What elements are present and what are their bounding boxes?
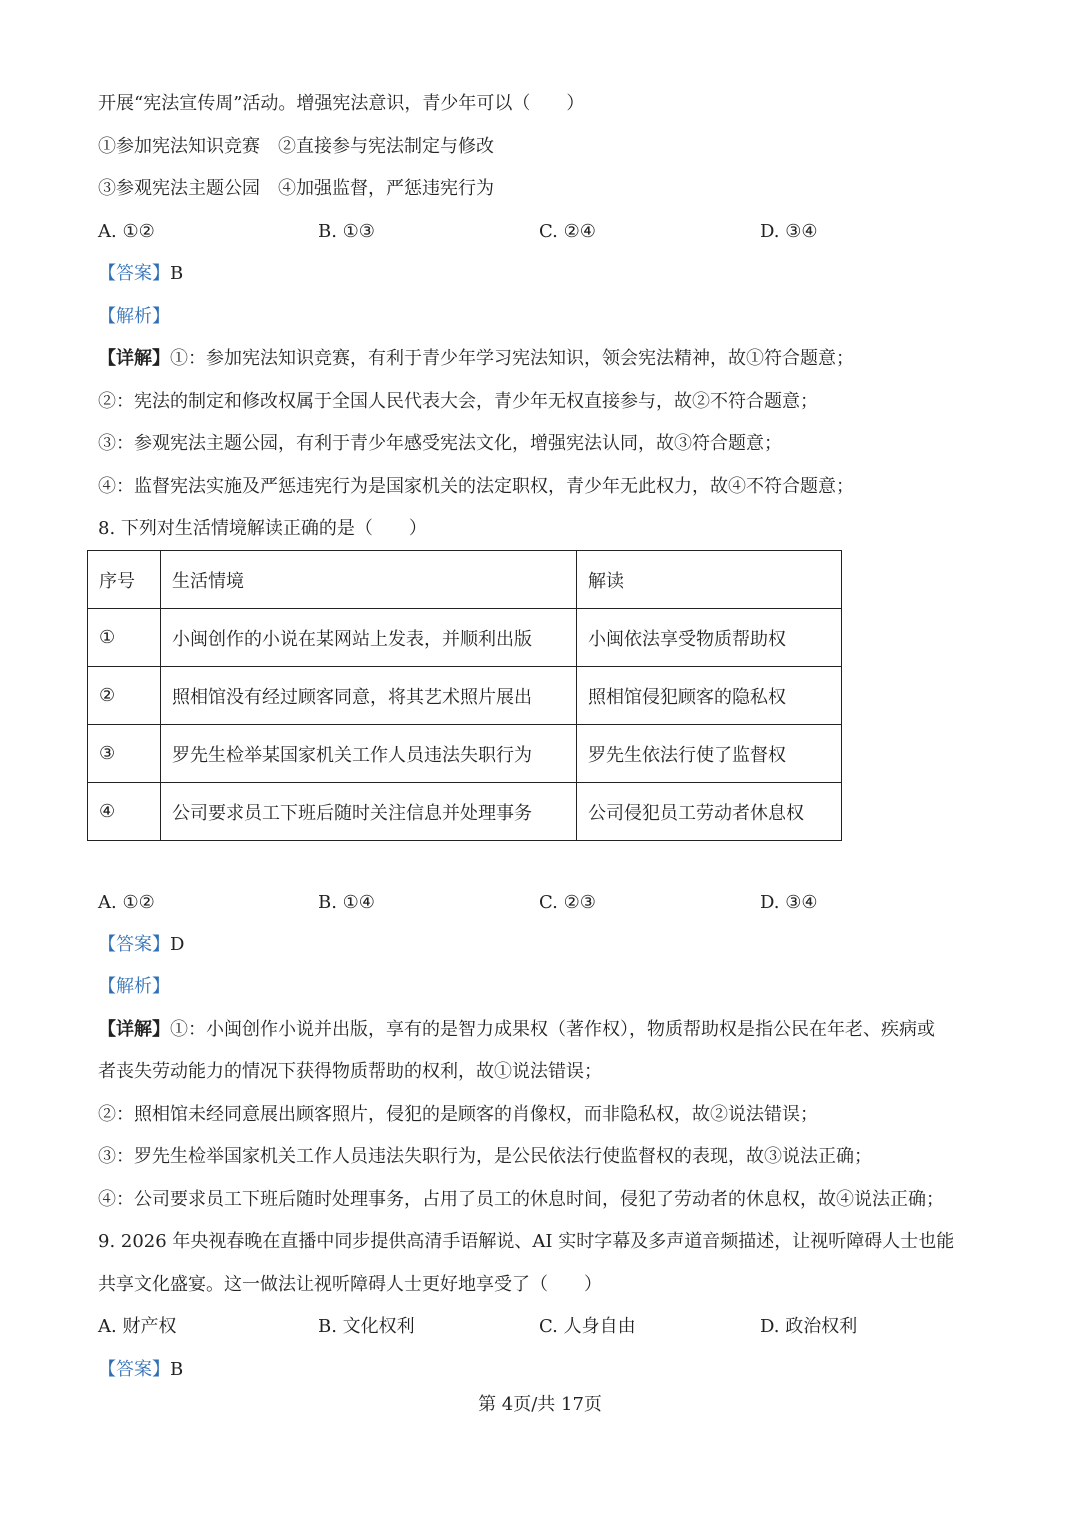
- row-number: ③: [88, 725, 161, 783]
- answer-value: B: [170, 1359, 184, 1380]
- q8-option-d: D. ③④: [760, 892, 818, 913]
- answer-tag: 【答案】: [98, 1359, 170, 1380]
- answer-value: B: [170, 263, 184, 284]
- q8-detail-line2: ②：照相馆未经同意展出顾客照片，侵犯的是顾客的肖像权，而非隐私权，故②说法错误；: [98, 1104, 818, 1125]
- q7-option-a: A. ①②: [98, 221, 155, 242]
- row-situation: 照相馆没有经过顾客同意，将其艺术照片展出: [161, 667, 577, 725]
- q9-stem-line1: 9. 2026 年央视春晚在直播中同步提供高清手语解说、AI 实时字幕及多声道音频描述，让视听障碍人士也能: [98, 1231, 955, 1252]
- row-interpretation: 公司侵犯员工劳动者休息权: [577, 783, 842, 841]
- table-row: [88, 783, 842, 841]
- q8-answer: [98, 932, 184, 958]
- row-interpretation: 罗先生依法行使了监督权: [577, 725, 842, 783]
- q8-detail-line4: ④：公司要求员工下班后随时处理事务，占用了员工的休息时间，侵犯了劳动者的休息权，故④说法正确；: [98, 1189, 944, 1210]
- q7-detail-line3: ③：参观宪法主题公园，有利于青少年感受宪法文化，增强宪法认同，故③符合题意；: [98, 433, 782, 454]
- row-situation: 公司要求员工下班后随时关注信息并处理事务: [161, 783, 577, 841]
- row-interpretation: 照相馆侵犯顾客的隐私权: [577, 667, 842, 725]
- q7-items-line1: ①参加宪法知识竞赛 ②直接参与宪法制定与修改: [98, 136, 494, 157]
- q7-option-d: D. ③④: [760, 221, 818, 242]
- life-situation-table: [87, 550, 842, 841]
- q7-analysis-tag: 【解析】: [98, 306, 170, 327]
- q8-detail-line1: 【详解】①：小闽创作小说并出版，享有的是智力成果权（著作权），物质帮助权是指公民在年老、疾病或: [98, 1019, 935, 1040]
- answer-tag: 【答案】: [98, 263, 170, 284]
- row-number: ②: [88, 667, 161, 725]
- q8-option-b: B. ①④: [318, 892, 375, 913]
- q7-answer: [98, 261, 183, 287]
- detail-tag: 【详解】: [98, 1019, 170, 1040]
- q7-detail-line1: 【详解】①：参加宪法知识竞赛，有利于青少年学习宪法知识，领会宪法精神，故①符合题意；: [98, 348, 854, 369]
- q7-option-c: C. ②④: [539, 221, 596, 242]
- table-row: [88, 725, 842, 783]
- table-row: [88, 609, 842, 667]
- table-header-row: [88, 551, 842, 609]
- row-number: ④: [88, 783, 161, 841]
- row-interpretation: 小闽依法享受物质帮助权: [577, 609, 842, 667]
- q9-stem-line2: 共享文化盛宴。这一做法让视听障碍人士更好地享受了（ ）: [98, 1274, 602, 1295]
- row-number: ①: [88, 609, 161, 667]
- q9-option-c: C. 人身自由: [539, 1316, 636, 1337]
- page-footer: 第 4页/共 17页: [478, 1394, 602, 1415]
- q7-option-b: B. ①③: [318, 221, 375, 242]
- q7-items-line2: ③参观宪法主题公园 ④加强监督，严惩违宪行为: [98, 178, 494, 199]
- answer-tag: 【答案】: [98, 934, 170, 955]
- detail-tag: 【详解】: [98, 348, 170, 369]
- q9-option-b: B. 文化权利: [318, 1316, 415, 1337]
- header-cell-interpretation: 解读: [577, 551, 842, 609]
- row-situation: 小闽创作的小说在某网站上发表，并顺利出版: [161, 609, 577, 667]
- table-row: [88, 667, 842, 725]
- q9-option-d: D. 政治权利: [760, 1316, 858, 1337]
- q8-option-a: A. ①②: [98, 892, 155, 913]
- q7-detail-line4: ④：监督宪法实施及严惩违宪行为是国家机关的法定职权，青少年无此权力，故④不符合题意；: [98, 476, 854, 497]
- q7-detail-line2: ②：宪法的制定和修改权属于全国人民代表大会，青少年无权直接参与，故②不符合题意；: [98, 391, 818, 412]
- q8-option-c: C. ②③: [539, 892, 596, 913]
- q9-answer: [98, 1357, 183, 1383]
- q8-detail-line3: ③：罗先生检举国家机关工作人员违法失职行为，是公民依法行使监督权的表现，故③说法正确；: [98, 1146, 872, 1167]
- header-cell-situation: 生活情境: [161, 551, 577, 609]
- header-cell-number: 序号: [88, 551, 161, 609]
- q8-detail-line1b: 者丧失劳动能力的情况下获得物质帮助的权利，故①说法错误；: [98, 1061, 602, 1082]
- q7-stem: 开展“宪法宣传周”活动。增强宪法意识，青少年可以（ ）: [98, 93, 585, 114]
- q8-analysis-tag: 【解析】: [98, 976, 170, 997]
- q9-option-a: A. 财产权: [98, 1316, 177, 1337]
- q8-stem: 8. 下列对生活情境解读正确的是（ ）: [98, 518, 427, 539]
- answer-value: D: [170, 934, 185, 955]
- row-situation: 罗先生检举某国家机关工作人员违法失职行为: [161, 725, 577, 783]
